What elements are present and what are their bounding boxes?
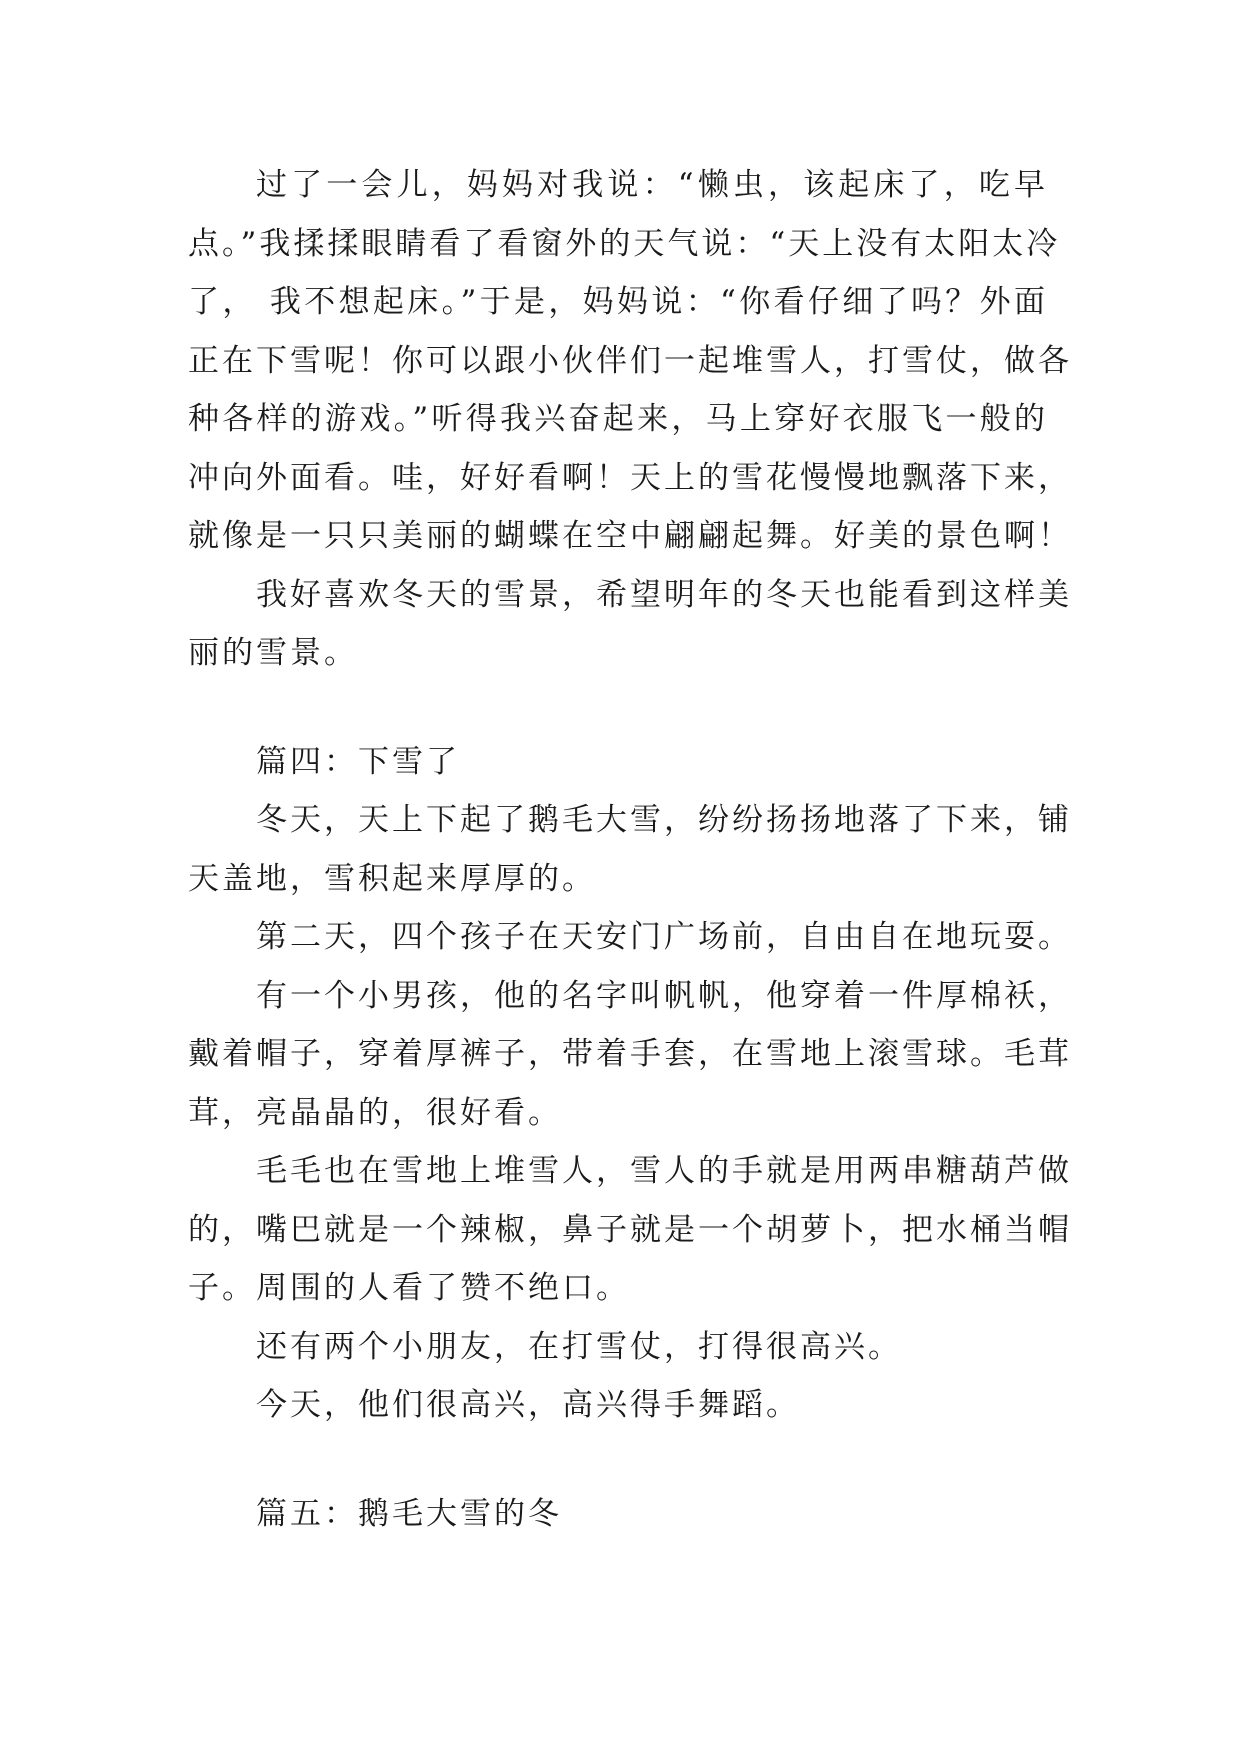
text-line: 正在下雪呢！你可以跟小伙伴们一起堆雪人，打雪仗，做各 — [188, 342, 1072, 379]
text-line: 就像是一只只美丽的蝴蝶在空中翩翩起舞。好美的景色啊！ — [188, 518, 1072, 554]
text-line: 天盖地，雪积起来厚厚的。 — [188, 860, 596, 897]
text-line: 第二天，四个孩子在天安门广场前，自由自在地玩耍。 — [256, 919, 1072, 955]
text-line: 的，嘴巴就是一个辣椒，鼻子就是一个胡萝卜，把水桶当帽 — [188, 1211, 1072, 1248]
text-line: 我好喜欢冬天的雪景，希望明年的冬天也能看到这样美 — [256, 576, 1072, 613]
text-line: 点。”我揉揉眼睛看了看窗外的天气说：“天上没有太阳太冷 — [188, 225, 1061, 262]
paragraph — [188, 908, 1072, 967]
paragraph — [188, 156, 1072, 566]
section-title: 篇五：鹅毛大雪的冬 — [256, 1495, 562, 1532]
text-line: 子。周围的人看了赞不绝口。 — [188, 1270, 630, 1306]
section-gap — [188, 683, 1048, 733]
paragraph — [188, 566, 1072, 683]
text-line: 今天，他们很高兴，高兴得手舞蹈。 — [256, 1387, 800, 1423]
text-line: 戴着帽子，穿着厚裤子，带着手套，在雪地上滚雪球。毛茸 — [188, 1036, 1072, 1072]
paragraph — [188, 1318, 1048, 1377]
paragraph — [188, 967, 1072, 1143]
paragraph — [188, 791, 1072, 908]
text-line: 还有两个小朋友，在打雪仗，打得很高兴。 — [256, 1328, 902, 1365]
document-page — [188, 156, 1072, 1543]
text-line: 丽的雪景。 — [188, 635, 358, 671]
section-title: 篇四：下雪了 — [256, 743, 460, 780]
section-gap — [188, 1435, 1048, 1485]
paragraph — [188, 1142, 1072, 1318]
text-line: 了， 我不想起床。”于是，妈妈说：“你看仔细了吗？外面 — [188, 284, 1048, 320]
paragraph — [188, 1376, 1048, 1435]
text-line: 冲向外面看。哇，好好看啊！天上的雪花慢慢地飘落下来， — [188, 459, 1072, 496]
text-line: 种各样的游戏。”听得我兴奋起来，马上穿好衣服飞一般的 — [188, 401, 1048, 437]
text-line: 茸，亮晶晶的，很好看。 — [188, 1094, 562, 1131]
text-line: 毛毛也在雪地上堆雪人，雪人的手就是用两串糖葫芦做 — [256, 1153, 1072, 1189]
text-line: 有一个小男孩，他的名字叫帆帆，他穿着一件厚棉袄， — [256, 977, 1072, 1014]
text-line: 过了一会儿，妈妈对我说：“懒虫，该起床了，吃早 — [256, 167, 1048, 203]
text-line: 冬天，天上下起了鹅毛大雪，纷纷扬扬地落了下来，铺 — [256, 802, 1072, 838]
